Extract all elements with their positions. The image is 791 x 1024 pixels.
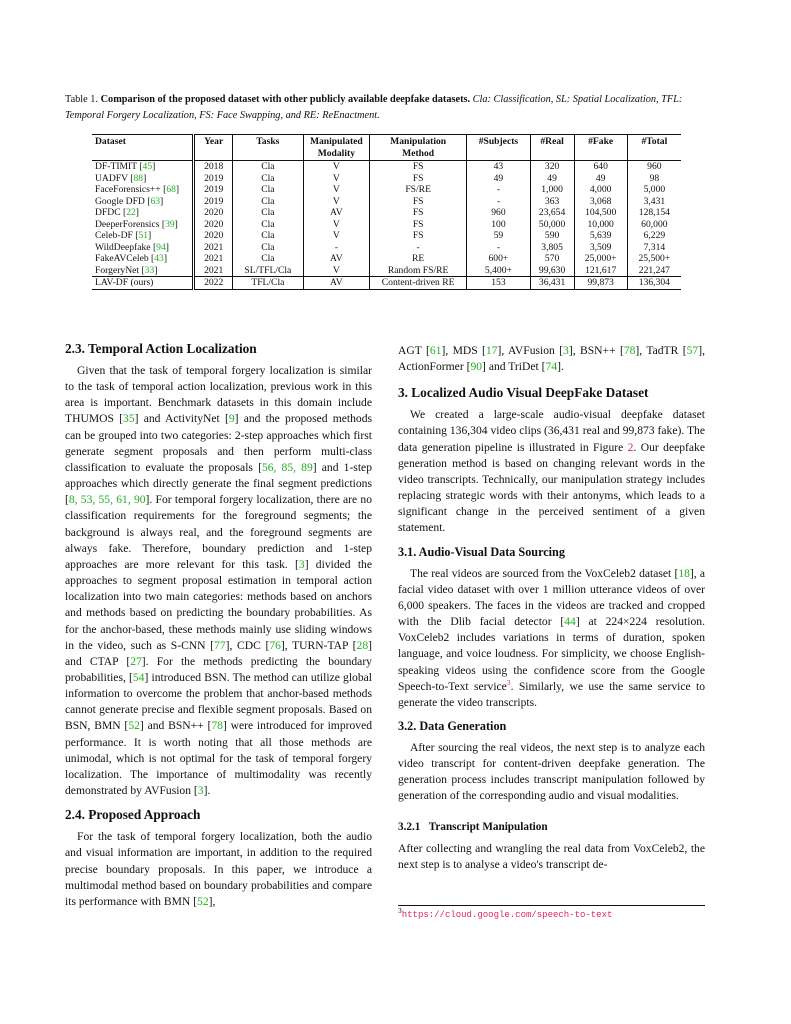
cell-subjects: 153: [467, 277, 530, 290]
cell-tasks: Cla: [233, 161, 304, 173]
cell-total: 98: [627, 173, 681, 185]
cell-tasks: Cla: [233, 196, 304, 208]
table-caption: [65, 92, 705, 124]
header-subjects: #Subjects: [467, 135, 530, 161]
cell-real: 36,431: [530, 277, 574, 290]
citation-link[interactable]: 35: [123, 412, 135, 426]
cell-year: 2021: [194, 242, 233, 254]
citation-link[interactable]: 27: [130, 654, 142, 668]
citation-link[interactable]: 78: [211, 719, 223, 733]
cell-subjects: 100: [467, 219, 530, 231]
citation-link[interactable]: 94: [156, 241, 166, 253]
citation-link[interactable]: 52: [197, 894, 209, 908]
paragraph: For the task of temporal forgery localization, both the audio and visual information are important, in addition to the required precise boundary proposals. In this paper, we introduce a multimodal method based on boundary probabilities and compare its performance with BMN [52],: [65, 830, 372, 908]
cell-dataset: LAV-DF (ours): [92, 277, 194, 290]
table-row-ours: [92, 277, 681, 290]
header-total: #Total: [627, 135, 681, 161]
cell-dataset: FaceForensics++ [68]: [95, 184, 180, 195]
header-modality: Manipulated Modality: [303, 135, 369, 161]
cell-fake: 99,873: [574, 277, 627, 290]
cell-dataset: ForgeryNet [33]: [95, 264, 158, 276]
citation-link[interactable]: 8, 53, 55, 61, 90: [68, 493, 146, 507]
citation-link[interactable]: 18: [678, 566, 690, 580]
left-column: [65, 340, 372, 910]
citation-link[interactable]: 44: [564, 615, 576, 629]
table-row: [92, 207, 681, 219]
cell-year: 2019: [194, 173, 233, 185]
header-real: #Real: [530, 135, 574, 161]
cell-real: 320: [530, 161, 574, 173]
cell-method: RE: [370, 253, 467, 265]
cell-modality: V: [303, 184, 369, 196]
cell-year: 2022: [194, 277, 233, 290]
table-row: [92, 173, 681, 185]
citation-link[interactable]: 57: [686, 344, 699, 357]
cell-method: Random FS/RE: [370, 265, 467, 277]
cell-total: 3,431: [627, 196, 681, 208]
header-dataset: Dataset: [92, 135, 194, 161]
cell-real: 570: [530, 253, 574, 265]
paragraph: After sourcing the real videos, the next step is to analyze each video transcript for content-driven deepfake generation. The generation process includes transcript manipulation followed by generation of the corresponding audio and visual modalities.: [398, 740, 705, 803]
cell-year: 2020: [194, 219, 233, 231]
cell-modality: V: [303, 230, 369, 242]
cell-total: 960: [627, 161, 681, 173]
cell-fake: 5,639: [574, 230, 627, 242]
citation-link[interactable]: 56, 85, 89: [261, 460, 313, 474]
cell-modality: V: [303, 196, 369, 208]
cell-method: FS: [370, 196, 467, 208]
cell-year: 2019: [194, 184, 233, 196]
cell-fake: 104,500: [574, 207, 627, 219]
citation-link[interactable]: 63: [150, 195, 161, 207]
cell-fake: 49: [574, 173, 627, 185]
cell-method: FS/RE: [370, 184, 467, 196]
citation-link[interactable]: 3: [298, 557, 305, 571]
cell-subjects: -: [467, 242, 530, 254]
cell-subjects: 960: [467, 207, 530, 219]
section-3-title: 3. Localized Audio Visual DeepFake Dataset: [398, 385, 649, 401]
paragraph: We created a large-scale audio-visual deepfake dataset containing 136,304 video clips (36,431 real and 99,873 fake). The data generation pipeline is illustrated in Figure 2. Our deepfake generation method is based on changing relevant words in the video transcripts. Technically, our manipulation strategy includes replacing strategic words with their antonyms, which leads to a significant change in the perceived sentiment of a given statement.: [398, 408, 706, 535]
cell-method: FS: [370, 207, 467, 219]
citation-link[interactable]: 45: [142, 161, 153, 172]
citation-link[interactable]: 17: [485, 344, 498, 357]
table-row: [92, 219, 681, 231]
cell-dataset: Google DFD [63]: [95, 195, 164, 207]
header-tasks: Tasks: [233, 135, 304, 161]
cell-dataset: FakeAVCeleb [43]: [95, 253, 168, 264]
cell-tasks: Cla: [233, 242, 304, 254]
cell-tasks: Cla: [233, 207, 304, 219]
table-row: [92, 253, 681, 265]
right-column: [398, 343, 705, 873]
citation-link[interactable]: 39: [165, 218, 175, 230]
cell-real: 50,000: [530, 219, 574, 231]
citation-link[interactable]: 52: [128, 719, 140, 733]
cell-tasks: Cla: [233, 173, 304, 185]
cell-year: 2019: [194, 196, 233, 208]
cell-method: FS: [370, 219, 467, 231]
cell-year: 2020: [194, 230, 233, 242]
citation-link[interactable]: 78: [623, 344, 636, 357]
cell-real: 363: [530, 196, 574, 208]
cell-modality: -: [303, 242, 369, 254]
cell-year: 2018: [194, 161, 233, 173]
citation-link[interactable]: 28: [356, 638, 369, 652]
cell-subjects: 59: [467, 230, 530, 242]
citation-link[interactable]: 76: [269, 638, 281, 652]
cell-modality: AV: [303, 277, 369, 290]
cell-dataset: WildDeepfake [94]: [95, 241, 169, 253]
caption-label: Table 1.: [65, 94, 99, 105]
cell-method: FS: [370, 230, 467, 242]
cell-fake: 10,000: [574, 219, 627, 231]
cell-real: 3,805: [530, 242, 574, 254]
cell-method: FS: [370, 161, 467, 173]
table-row: [92, 196, 681, 208]
citation-link[interactable]: 22: [126, 207, 136, 218]
cell-total: 6,229: [627, 230, 681, 242]
cell-year: 2021: [194, 253, 233, 265]
cell-tasks: SL/TFL/Cla: [233, 265, 304, 277]
table-row: [92, 242, 681, 254]
cell-total: 5,000: [627, 184, 681, 196]
cell-subjects: 600+: [467, 253, 530, 265]
citation-link[interactable]: 33: [144, 264, 155, 276]
cell-total: 7,314: [627, 242, 681, 254]
section-2-3-title: 2.3. Temporal Action Localization: [65, 341, 257, 356]
footnote: [398, 905, 705, 921]
cell-fake: 640: [574, 161, 627, 173]
cell-fake: 3,068: [574, 196, 627, 208]
citation-link[interactable]: 74: [545, 360, 558, 374]
citation-link[interactable]: 51: [138, 230, 149, 241]
cell-tasks: TFL/Cla: [233, 277, 304, 290]
header-method: Manipulation Method: [370, 135, 467, 161]
citation-link[interactable]: 68: [166, 184, 176, 195]
citation-link[interactable]: 90: [470, 360, 483, 374]
cell-modality: AV: [303, 207, 369, 219]
section-3-1-title: 3.1. Audio-Visual Data Sourcing: [398, 544, 565, 559]
cell-modality: V: [303, 161, 369, 173]
footnote-number: 3: [398, 906, 402, 915]
cell-modality: V: [303, 219, 369, 231]
table-row: [92, 184, 681, 196]
figure-link[interactable]: 2: [627, 440, 634, 454]
cell-year: 2020: [194, 207, 233, 219]
footnote-url[interactable]: https://cloud.google.com/speech-to-text: [401, 910, 613, 920]
cell-method: FS: [370, 173, 467, 185]
footnote-mark[interactable]: 3: [506, 677, 511, 687]
cell-subjects: 49: [467, 173, 530, 185]
cell-subjects: 43: [467, 161, 530, 173]
cell-dataset: Celeb-DF [51]: [95, 230, 152, 241]
cell-year: 2021: [194, 265, 233, 277]
cell-fake: 3,509: [574, 242, 627, 254]
cell-real: 49: [530, 173, 574, 185]
section-3-2-1-title: 3.2.1 Transcript Manipulation: [398, 820, 548, 833]
cell-real: 1,000: [530, 184, 574, 196]
table-header-row: [92, 135, 681, 161]
cell-method: -: [370, 242, 467, 254]
cell-dataset: DeeperForensics [39]: [95, 218, 178, 230]
cell-total: 25,500+: [627, 253, 681, 265]
table-row: [92, 265, 681, 277]
cell-real: 99,630: [530, 265, 574, 277]
citation-link[interactable]: 3: [197, 784, 204, 798]
cell-tasks: Cla: [233, 230, 304, 242]
table-row: [92, 230, 681, 242]
cell-dataset: DFDC [22]: [95, 207, 139, 218]
cell-dataset: UADFV [88]: [95, 172, 147, 184]
table-row: [92, 161, 681, 173]
citation-link[interactable]: 9: [228, 412, 235, 426]
cell-subjects: -: [467, 184, 530, 196]
cell-tasks: Cla: [233, 184, 304, 196]
section-3-2-title: 3.2. Data Generation: [398, 718, 507, 733]
citation-link[interactable]: 54: [132, 670, 145, 684]
cell-tasks: Cla: [233, 219, 304, 231]
comparison-table: [92, 134, 681, 290]
citation-link[interactable]: 77: [214, 638, 226, 652]
citation-link[interactable]: 88: [133, 172, 144, 184]
paragraph: Given that the task of temporal forgery localization is similar to the task of temporal action localization, previous work in this area is important. Benchmark datasets in this domain include THUMOS [35] and ActivityNet [9] and the proposed methods can be grouped into two categories: 2-step approaches which first generate segment proposals and then perform multi-class classification to evaluate the proposals [56, 85, 89] and 1-step approaches which directly generate the final segment predictions [8, 53, 55, 61, 90]. For temporal forgery localization, there are no classification requirements for the foreground segments; the background is always real, and the foreground segments are always fake. Therefore, boundary prediction and 1-step approaches are more relevant for this task. [3] divided the approaches to segment proposal estimation in temporal action localization into two main categories: methods based on anchors and methods based on predicting the boundary probabilities. As for the anchor-based, these methods mainly use sliding windows in the video, such as S-CNN [77], CDC [76], TURN-TAP [28] and CTAP [27]. For the methods predicting the boundary probabilities, [54] introduced BSN. The method can utilize global information to overcome the problem that anchor-based methods cannot generate precise and flexible segment proposals. Based on BSN, BMN [52] and BSN++ [78] were introduced for improved performance. It is worth noting that all those methods are unimodal, which is not optimal for the task of temporal forgery localization. The importance of multimodality was recently demonstrated by AVFusion [3].: [65, 364, 373, 798]
caption-italic: Cla: Classification, SL: Spatial Localization, TFL: Temporal Forgery Localization, FS: Face Swapping, and RE: ReEnactment.: [65, 94, 683, 121]
cell-dataset: DF-TIMIT [45]: [95, 161, 156, 172]
caption-bold: Comparison of the proposed dataset with other publicly available deepfake datasets.: [100, 94, 471, 105]
paragraph: The real videos are sourced from the VoxCeleb2 dataset [18], a facial video dataset with over 1 million utterance videos of over 6,000 speakers. The faces in the videos are tracked and cropped with the Dlib facial detector [44] at 224×224 resolution. VoxCeleb2 includes variations in terms of duration, spoken language, and voice loudness. For simplicity, we choose English-speaking videos using the confidence score from the Google Speech-to-Text service$^3$. Similarly, we use the same service to generate the video transcripts.: [398, 566, 705, 709]
cell-total: 128,154: [627, 207, 681, 219]
paragraph: After collecting and wrangling the real data from VoxCeleb2, the next step is to analyse a video's transcript de-: [398, 841, 705, 871]
cell-fake: 121,617: [574, 265, 627, 277]
cell-method: Content-driven RE: [370, 277, 467, 290]
cell-real: 23,654: [530, 207, 574, 219]
cell-fake: 25,000+: [574, 253, 627, 265]
cell-fake: 4,000: [574, 184, 627, 196]
cell-modality: V: [303, 265, 369, 277]
cell-modality: AV: [303, 253, 369, 265]
citation-link[interactable]: 61: [429, 344, 442, 357]
cell-subjects: -: [467, 196, 530, 208]
header-year: Year: [194, 135, 233, 161]
citation-link[interactable]: 3: [563, 344, 569, 357]
cell-total: 136,304: [627, 277, 681, 290]
header-fake: #Fake: [574, 135, 627, 161]
cell-total: 60,000: [627, 219, 681, 231]
cell-real: 590: [530, 230, 574, 242]
section-2-4-title: 2.4. Proposed Approach: [65, 807, 201, 823]
cell-total: 221,247: [627, 265, 681, 277]
cell-subjects: 5,400+: [467, 265, 530, 277]
paragraph: AGT [61], MDS [17], AVFusion [3], BSN++ [78], TadTR [57], ActionFormer [90] and TriDet [74].: [398, 344, 705, 374]
cell-tasks: Cla: [233, 253, 304, 265]
citation-link[interactable]: 43: [154, 253, 164, 264]
cell-modality: V: [303, 173, 369, 185]
